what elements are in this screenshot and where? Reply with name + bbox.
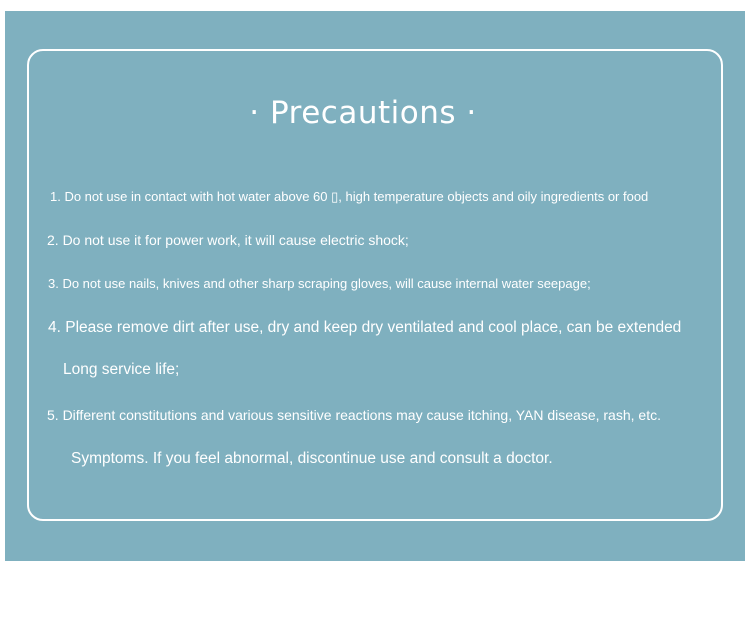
precaution-item-3: 3. Do not use nails, knives and other sharp scraping gloves, will cause internal water seepage; <box>48 276 591 291</box>
precautions-panel <box>5 11 745 561</box>
precaution-item-5-continued: Symptoms. If you feel abnormal, discontinue use and consult a doctor. <box>71 450 553 467</box>
precautions-title: · Precautions · <box>249 95 477 131</box>
precaution-item-4-continued: Long service life; <box>63 361 180 378</box>
precaution-item-1: 1. Do not use in contact with hot water above 60 ▯, high temperature objects and oily ingredients or food <box>50 189 649 204</box>
precaution-item-2: 2. Do not use it for power work, it will cause electric shock; <box>47 232 409 248</box>
precaution-item-5: 5. Different constitutions and various sensitive reactions may cause itching, YAN disease, rash, etc. <box>47 407 661 423</box>
precaution-item-4: 4. Please remove dirt after use, dry and keep dry ventilated and cool place, can be extended <box>48 319 682 336</box>
